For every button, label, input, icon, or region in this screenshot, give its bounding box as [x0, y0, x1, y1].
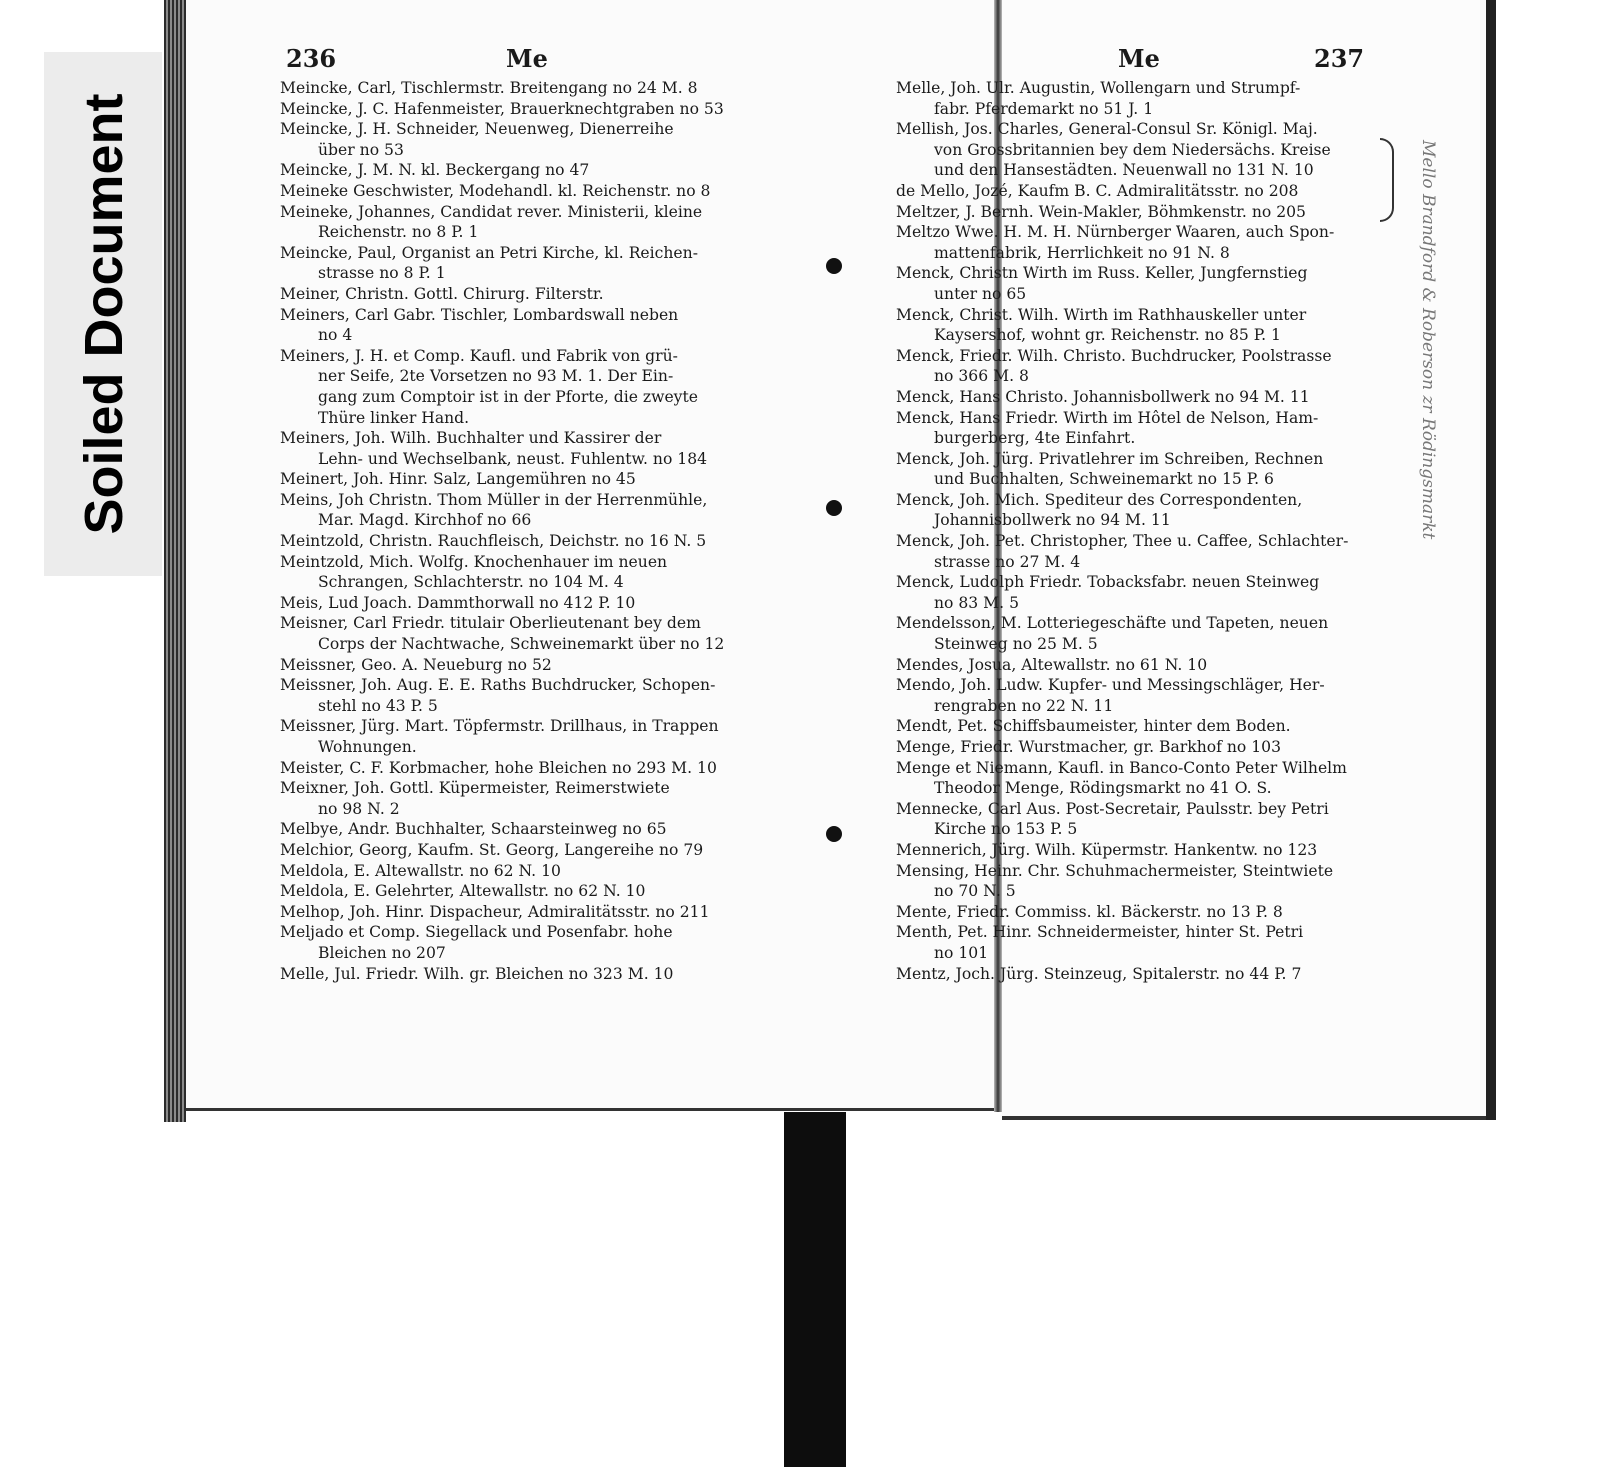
entry-line: Meissner, Geo. A. Neueburg no 52 — [280, 655, 552, 674]
entry-line: Meljado et Comp. Siegellack und Posenfabr. hohe — [280, 923, 673, 942]
entry-line: Menck, Ludolph Friedr. Tobacksfabr. neuen Steinweg — [896, 573, 1320, 592]
entry-line: Meincke, Paul, Organist an Petri Kirche, kl. Reichen- — [280, 243, 698, 262]
entry-continuation-line: fabr. Pferdemarkt no 51 J. 1 — [934, 99, 1154, 118]
document-status-label-box — [44, 52, 162, 576]
entry-continuation-line: gang zum Comptoir ist in der Pforte, die zweyte — [318, 387, 698, 406]
directory-entry — [280, 758, 780, 779]
right-page-header — [896, 38, 1386, 78]
entry-continuation-line: Johannisbollwerk no 94 M. 11 — [934, 511, 1171, 530]
directory-entry — [280, 655, 780, 676]
directory-entry — [896, 490, 1386, 531]
entry-continuation-line: mattenfabrik, Herrlichkeit no 91 N. 8 — [934, 243, 1230, 262]
directory-entry — [896, 922, 1386, 963]
directory-entry — [280, 243, 780, 284]
entry-continuation-line: Schrangen, Schlachterstr. no 104 M. 4 — [318, 573, 624, 592]
entry-continuation-line: strasse no 8 P. 1 — [318, 264, 446, 283]
entry-continuation-line: Mar. Magd. Kirchhof no 66 — [318, 511, 532, 530]
directory-entry — [896, 531, 1386, 572]
entry-line: Mensing, Heinr. Chr. Schuhmachermeister, Steintwiete — [896, 861, 1334, 880]
left-entry-list — [280, 78, 780, 984]
entry-line: Meincke, J. C. Hafenmeister, Brauerknechtgraben no 53 — [280, 99, 724, 118]
entry-line: Menck, Christn Wirth im Russ. Keller, Jungfernstieg — [896, 264, 1308, 283]
directory-entry — [280, 160, 780, 181]
directory-entry — [896, 78, 1386, 119]
pencil-bracket — [1380, 138, 1394, 222]
entry-line: Menck, Friedr. Wilh. Christo. Buchdrucker, Poolstrasse — [896, 346, 1332, 365]
entry-line: Menck, Hans Christo. Johannisbollwerk no 94 M. 11 — [896, 387, 1310, 406]
entry-line: Menck, Christ. Wilh. Wirth im Rathhauskeller unter — [896, 305, 1307, 324]
directory-entry — [896, 964, 1386, 985]
entry-line: Mennecke, Carl Aus. Post-Secretair, Paulsstr. bey Petri — [896, 799, 1329, 818]
directory-entry — [280, 819, 780, 840]
directory-entry — [896, 346, 1386, 387]
binding-stitch — [826, 258, 842, 274]
entry-line: Mellish, Jos. Charles, General-Consul Sr. Königl. Maj. — [896, 120, 1318, 139]
pencil-annotation: Mello Brandford & Roberson zr Rödingsmarkt — [1418, 140, 1438, 540]
entry-line: Meincke, Carl, Tischlermstr. Breitengang no 24 M. 8 — [280, 79, 698, 97]
entry-line: Mendes, Josua, Altewallstr. no 61 N. 10 — [896, 655, 1208, 674]
binding-tab — [784, 1112, 846, 1467]
directory-entry — [280, 881, 780, 902]
directory-entry — [280, 99, 780, 120]
directory-entry — [280, 490, 780, 531]
entry-line: Mendo, Joh. Ludw. Kupfer- und Messingschläger, Her- — [896, 676, 1325, 695]
entry-continuation-line: Kaysershof, wohnt gr. Reichenstr. no 85 P. 1 — [934, 326, 1281, 345]
entry-continuation-line: von Grossbritannien bey dem Niedersächs. Kreise — [934, 140, 1331, 159]
directory-entry — [896, 675, 1386, 716]
left-running-head: Me — [506, 44, 548, 73]
entry-line: Meissner, Joh. Aug. E. E. Raths Buchdrucker, Schopen- — [280, 676, 716, 695]
right-column — [896, 38, 1386, 984]
directory-entry — [280, 840, 780, 861]
directory-entry — [896, 861, 1386, 902]
entry-line: Meiners, J. H. et Comp. Kaufl. und Fabrik von grü- — [280, 346, 678, 365]
entry-line: Melbye, Andr. Buchhalter, Schaarsteinweg no 65 — [280, 820, 667, 839]
left-page-header — [280, 38, 780, 78]
entry-continuation-line: no 366 M. 8 — [934, 367, 1029, 386]
directory-entry — [896, 840, 1386, 861]
entry-line: Meltzo Wwe. H. M. H. Nürnberger Waaren, auch Spon- — [896, 223, 1335, 242]
directory-entry — [896, 119, 1386, 181]
directory-entry — [280, 202, 780, 243]
entry-continuation-line: rengraben no 22 N. 11 — [934, 696, 1114, 715]
document-status-label: Soiled Document — [74, 93, 134, 535]
entry-line: Meincke, J. H. Schneider, Neuenweg, Dienerreihe — [280, 120, 674, 139]
entry-line: Menck, Joh. Jürg. Privatlehrer im Schreiben, Rechnen — [896, 449, 1324, 468]
entry-line: Meineke Geschwister, Modehandl. kl. Reichenstr. no 8 — [280, 181, 711, 200]
directory-entry — [280, 778, 780, 819]
binding-stitch — [826, 500, 842, 516]
entry-continuation-line: Thüre linker Hand. — [318, 408, 470, 427]
directory-entry — [896, 202, 1386, 223]
entry-line: Meister, C. F. Korbmacher, hohe Bleichen no 293 M. 10 — [280, 758, 717, 777]
entry-continuation-line: no 101 — [934, 943, 989, 962]
entry-line: Mendt, Pet. Schiffsbaumeister, hinter dem Boden. — [896, 717, 1291, 736]
entry-line: Meldola, E. Altewallstr. no 62 N. 10 — [280, 861, 561, 880]
directory-entry — [280, 675, 780, 716]
entry-line: Melle, Joh. Ulr. Augustin, Wollengarn und Strumpf- — [896, 79, 1301, 97]
entry-line: Meiners, Carl Gabr. Tischler, Lombardswall neben — [280, 305, 679, 324]
entry-line: Menck, Joh. Pet. Christopher, Thee u. Caffee, Schlachter- — [896, 532, 1349, 551]
entry-line: Melhop, Joh. Hinr. Dispacheur, Admiralitätsstr. no 211 — [280, 902, 710, 921]
directory-entry — [280, 964, 780, 985]
entry-line: Mendelsson, M. Lotteriegeschäfte und Tapeten, neuen — [896, 614, 1329, 633]
entry-continuation-line: Reichenstr. no 8 P. 1 — [318, 223, 479, 242]
directory-entry — [896, 387, 1386, 408]
entry-continuation-line: Kirche no 153 P. 5 — [934, 820, 1078, 839]
entry-line: Menge, Friedr. Wurstmacher, gr. Barkhof no 103 — [896, 738, 1281, 756]
directory-entry — [280, 305, 780, 346]
entry-line: Meixner, Joh. Gottl. Küpermeister, Reimerstwiete — [280, 779, 670, 798]
directory-entry — [280, 613, 780, 654]
entry-continuation-line: Wohnungen. — [318, 738, 417, 756]
directory-entry — [896, 799, 1386, 840]
directory-entry — [280, 119, 780, 160]
entry-line: de Mello, Jozé, Kaufm B. C. Admiralitätsstr. no 208 — [896, 181, 1299, 200]
entry-line: Meiner, Christn. Gottl. Chirurg. Filterstr. — [280, 284, 604, 303]
entry-continuation-line: ner Seife, 2te Vorsetzen no 93 M. 1. Der Ein- — [318, 367, 674, 386]
entry-continuation-line: no 70 N. 5 — [934, 882, 1016, 901]
entry-line: Menck, Joh. Mich. Spediteur des Correspondenten, — [896, 490, 1303, 509]
entry-line: Meincke, J. M. N. kl. Beckergang no 47 — [280, 161, 590, 180]
directory-entry — [280, 428, 780, 469]
entry-continuation-line: Theodor Menge, Rödingsmarkt no 41 O. S. — [934, 779, 1272, 798]
entry-continuation-line: no 98 N. 2 — [318, 799, 400, 818]
right-entry-list — [896, 78, 1386, 984]
entry-line: Meintzold, Mich. Wolfg. Knochenhauer im neuen — [280, 552, 668, 571]
directory-entry — [280, 469, 780, 490]
entry-line: Meintzold, Christn. Rauchfleisch, Deichstr. no 16 N. 5 — [280, 532, 707, 551]
entry-continuation-line: Lehn- und Wechselbank, neust. Fuhlentw. no 184 — [318, 449, 708, 468]
entry-continuation-line: no 83 M. 5 — [934, 593, 1019, 612]
directory-entry — [896, 408, 1386, 449]
entry-continuation-line: und den Hansestädten. Neuenwall no 131 N. 10 — [934, 161, 1314, 180]
entry-continuation-line: Bleichen no 207 — [318, 943, 446, 962]
entry-line: Melle, Jul. Friedr. Wilh. gr. Bleichen no 323 M. 10 — [280, 964, 674, 983]
entry-line: Menge et Niemann, Kaufl. in Banco-Conto Peter Wilhelm — [896, 758, 1347, 777]
directory-entry — [896, 263, 1386, 304]
entry-line: Melchior, Georg, Kaufm. St. Georg, Langereihe no 79 — [280, 840, 704, 859]
right-page-number: 237 — [1314, 44, 1365, 73]
entry-line: Meissner, Jürg. Mart. Töpfermstr. Drillhaus, in Trappen — [280, 717, 719, 736]
entry-line: Meinert, Joh. Hinr. Salz, Langemühren no 45 — [280, 470, 636, 489]
entry-line: Meins, Joh Christn. Thom Müller in der Herrenmühle, — [280, 490, 708, 509]
directory-entry — [280, 861, 780, 882]
entry-line: Meiners, Joh. Wilh. Buchhalter und Kassirer der — [280, 429, 662, 448]
entry-continuation-line: Corps der Nachtwache, Schweinemarkt über no 12 — [318, 635, 725, 654]
entry-line: Menck, Hans Friedr. Wirth im Hôtel de Nelson, Ham- — [896, 408, 1319, 427]
entry-continuation-line: über no 53 — [318, 140, 404, 159]
directory-entry — [280, 922, 780, 963]
entry-continuation-line: strasse no 27 M. 4 — [934, 552, 1081, 571]
directory-entry — [896, 716, 1386, 737]
directory-entry — [280, 593, 780, 614]
directory-entry — [896, 181, 1386, 202]
directory-entry — [280, 346, 780, 428]
left-column — [280, 38, 780, 984]
directory-entry — [896, 449, 1386, 490]
entry-line: Mentz, Joch. Jürg. Steinzeug, Spitalerstr. no 44 P. 7 — [896, 964, 1302, 983]
page-edge-left — [164, 0, 186, 1122]
directory-entry — [896, 655, 1386, 676]
entry-line: Meineke, Johannes, Candidat rever. Ministerii, kleine — [280, 202, 703, 221]
entry-line: Menth, Pet. Hinr. Schneidermeister, hinter St. Petri — [896, 923, 1304, 942]
directory-entry — [280, 531, 780, 552]
directory-entry — [896, 572, 1386, 613]
entry-line: Meldola, E. Gelehrter, Altewallstr. no 62 N. 10 — [280, 882, 646, 901]
directory-entry — [896, 737, 1386, 758]
entry-line: Mennerich, Jürg. Wilh. Küpermstr. Hankentw. no 123 — [896, 840, 1318, 859]
entry-line: Meltzer, J. Bernh. Wein-Makler, Böhmkenstr. no 205 — [896, 202, 1306, 221]
right-running-head: Me — [1118, 44, 1160, 73]
entry-line: Meis, Lud Joach. Dammthorwall no 412 P. 10 — [280, 593, 636, 612]
directory-entry — [280, 902, 780, 923]
directory-entry — [280, 552, 780, 593]
page-edge-right — [1486, 0, 1496, 1120]
entry-continuation-line: und Buchhalten, Schweinemarkt no 15 P. 6 — [934, 470, 1274, 489]
directory-entry — [280, 181, 780, 202]
entry-continuation-line: no 4 — [318, 326, 353, 345]
directory-entry — [280, 284, 780, 305]
directory-entry — [896, 305, 1386, 346]
directory-entry — [280, 78, 780, 99]
directory-entry — [896, 902, 1386, 923]
entry-continuation-line: stehl no 43 P. 5 — [318, 696, 438, 715]
entry-continuation-line: burgerberg, 4te Einfahrt. — [934, 429, 1136, 448]
entry-line: Mente, Friedr. Commiss. kl. Bäckerstr. no 13 P. 8 — [896, 902, 1283, 921]
directory-entry — [896, 613, 1386, 654]
left-page-number: 236 — [286, 44, 337, 73]
directory-entry — [280, 716, 780, 757]
entry-continuation-line: Steinweg no 25 M. 5 — [934, 635, 1098, 654]
entry-continuation-line: unter no 65 — [934, 284, 1027, 303]
binding-stitch — [826, 826, 842, 842]
entry-line: Meisner, Carl Friedr. titulair Oberlieutenant bey dem — [280, 614, 701, 633]
directory-entry — [896, 222, 1386, 263]
directory-entry — [896, 758, 1386, 799]
